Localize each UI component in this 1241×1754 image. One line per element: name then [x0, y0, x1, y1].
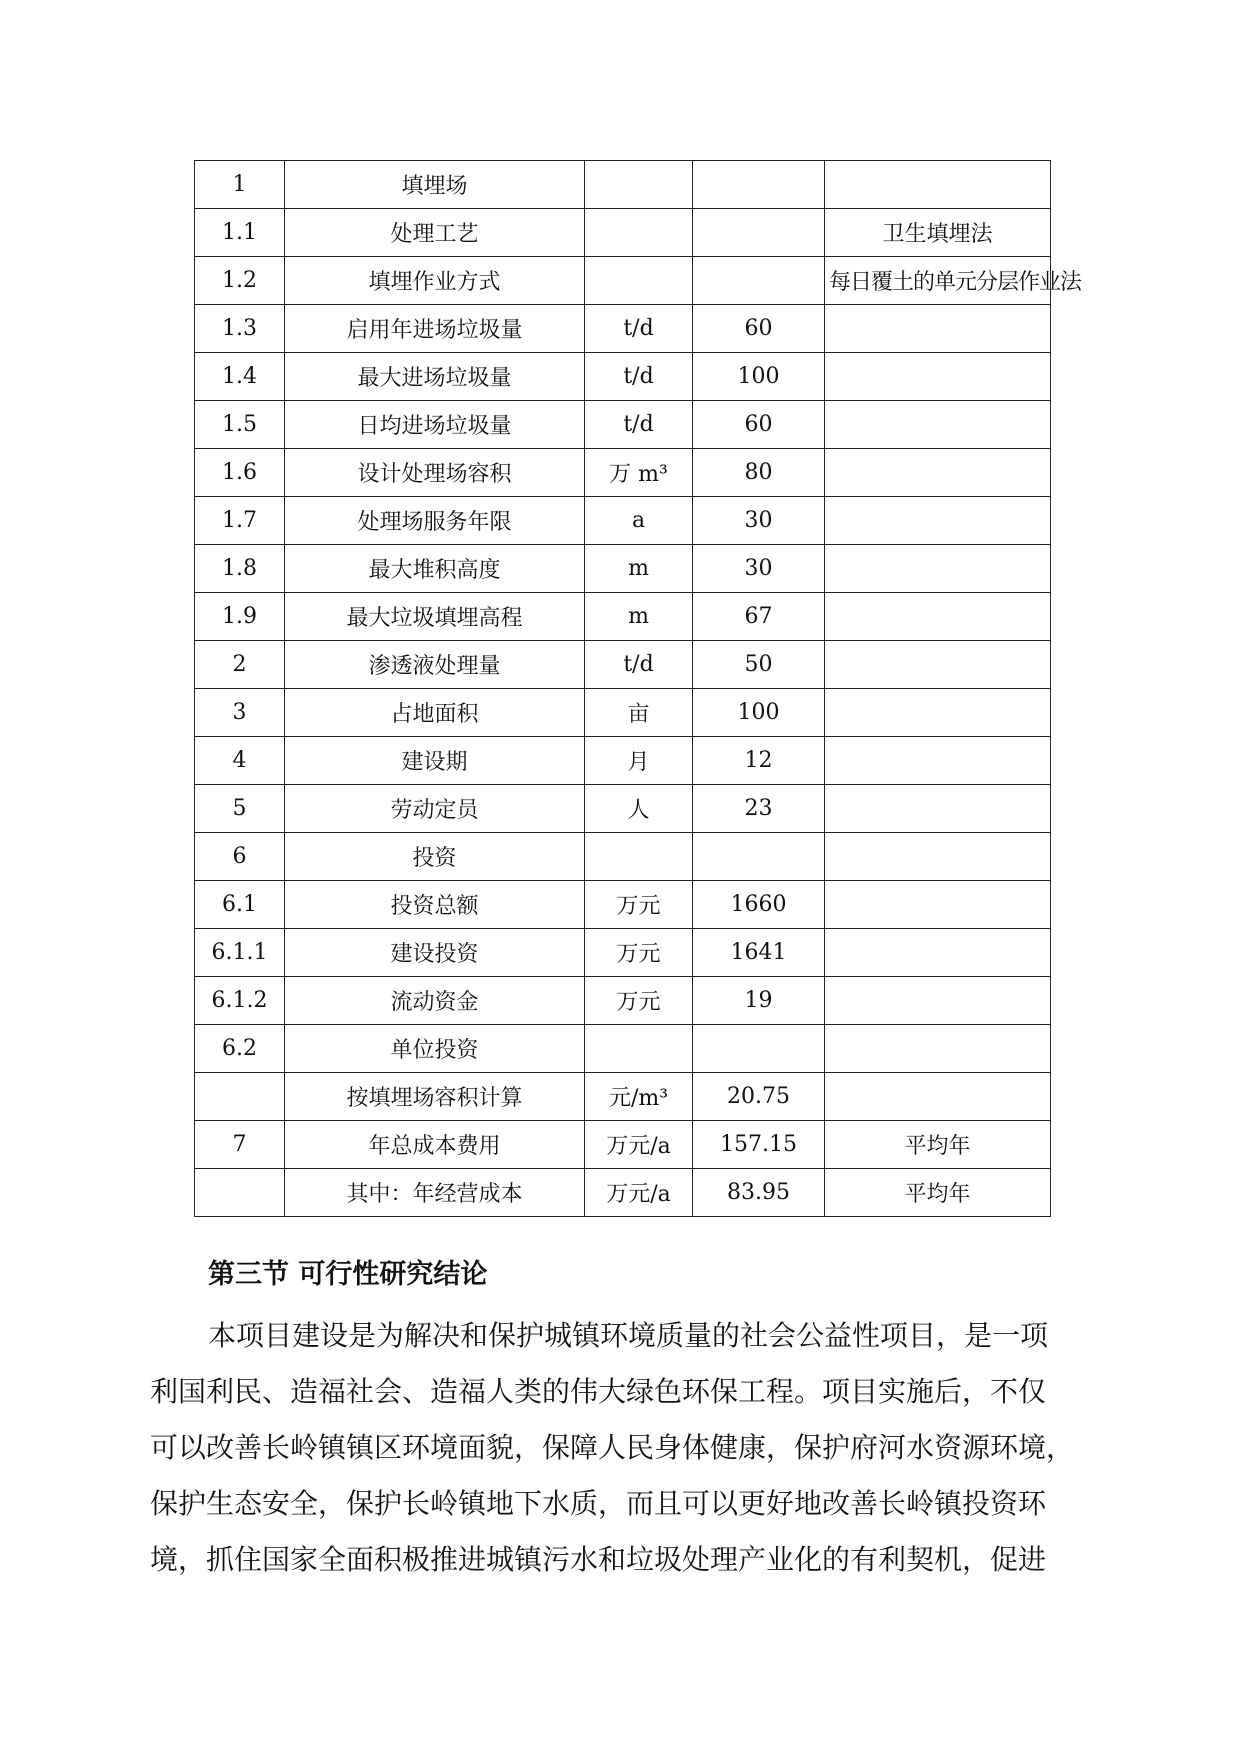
unit-cell: m	[585, 545, 693, 593]
value-cell: 50	[693, 641, 825, 689]
item-name-cell: 年总成本费用	[285, 1121, 585, 1169]
item-name-cell: 流动资金	[285, 977, 585, 1025]
table-row	[195, 1121, 1051, 1169]
item-number-cell: 6.1	[195, 881, 285, 929]
remark-cell	[825, 401, 1051, 449]
remark-cell: 卫生填埋法	[825, 209, 1051, 257]
remark-cell: 平均年	[825, 1169, 1051, 1217]
item-name-cell: 最大进场垃圾量	[285, 353, 585, 401]
item-number-cell	[195, 1073, 285, 1121]
table-row	[195, 545, 1051, 593]
remark-cell	[825, 449, 1051, 497]
project-spec-table	[194, 160, 1082, 1217]
paragraph-line: 可以改善长岭镇镇区环境面貌，保障人民身体健康，保护府河水资源环境，	[150, 1431, 1075, 1464]
unit-cell: m	[585, 593, 693, 641]
value-cell: 67	[693, 593, 825, 641]
unit-cell: 万元	[585, 881, 693, 929]
item-number-cell: 1.1	[195, 209, 285, 257]
remark-cell	[825, 785, 1051, 833]
unit-cell	[585, 257, 693, 305]
table-row	[195, 929, 1051, 977]
value-cell: 23	[693, 785, 825, 833]
value-cell	[693, 161, 825, 209]
unit-cell	[585, 833, 693, 881]
table-row	[195, 161, 1051, 209]
table-row	[195, 305, 1051, 353]
value-cell: 100	[693, 353, 825, 401]
item-number-cell: 6.2	[195, 1025, 285, 1073]
item-number-cell: 1.3	[195, 305, 285, 353]
unit-cell: t/d	[585, 641, 693, 689]
unit-cell: t/d	[585, 401, 693, 449]
item-number-cell: 1.2	[195, 257, 285, 305]
value-cell: 60	[693, 305, 825, 353]
item-number-cell: 7	[195, 1121, 285, 1169]
remark-cell	[825, 1073, 1051, 1121]
table-row	[195, 689, 1051, 737]
table-row	[195, 737, 1051, 785]
item-name-cell: 处理场服务年限	[285, 497, 585, 545]
value-cell: 12	[693, 737, 825, 785]
value-cell: 20.75	[693, 1073, 825, 1121]
table-row	[195, 1025, 1051, 1073]
remark-cell	[825, 497, 1051, 545]
paragraph-line: 利国利民、造福社会、造福人类的伟大绿色环保工程。项目实施后，不仅	[150, 1375, 1047, 1408]
remark-cell	[825, 881, 1051, 929]
remark-cell	[825, 833, 1051, 881]
item-name-cell: 建设期	[285, 737, 585, 785]
item-name-cell: 填埋作业方式	[285, 257, 585, 305]
paragraph-line: 本项目建设是为解决和保护城镇环境质量的社会公益性项目，是一项	[208, 1319, 1049, 1352]
remark-cell	[825, 305, 1051, 353]
unit-cell: 人	[585, 785, 693, 833]
value-cell: 30	[693, 545, 825, 593]
item-name-cell: 其中：年经营成本	[285, 1169, 585, 1217]
item-number-cell: 6.1.1	[195, 929, 285, 977]
item-name-cell: 占地面积	[285, 689, 585, 737]
table-row	[195, 401, 1051, 449]
item-number-cell: 1.7	[195, 497, 285, 545]
item-name-cell: 处理工艺	[285, 209, 585, 257]
item-number-cell: 6.1.2	[195, 977, 285, 1025]
remark-cell	[825, 641, 1051, 689]
item-name-cell: 最大堆积高度	[285, 545, 585, 593]
value-cell: 157.15	[693, 1121, 825, 1169]
item-name-cell: 填埋场	[285, 161, 585, 209]
item-number-cell: 5	[195, 785, 285, 833]
table-row	[195, 209, 1051, 257]
item-number-cell: 1.4	[195, 353, 285, 401]
table-row	[195, 1169, 1051, 1217]
table-row	[195, 641, 1051, 689]
value-cell: 83.95	[693, 1169, 825, 1217]
remark-cell: 每日覆土的单元分层作业法	[825, 257, 1051, 305]
unit-cell: 万 m³	[585, 449, 693, 497]
unit-cell	[585, 1025, 693, 1073]
item-number-cell: 6	[195, 833, 285, 881]
unit-cell	[585, 161, 693, 209]
item-name-cell: 日均进场垃圾量	[285, 401, 585, 449]
table-row	[195, 257, 1051, 305]
value-cell: 100	[693, 689, 825, 737]
item-name-cell: 设计处理场容积	[285, 449, 585, 497]
unit-cell	[585, 209, 693, 257]
value-cell	[693, 209, 825, 257]
item-number-cell: 1.6	[195, 449, 285, 497]
table-row	[195, 977, 1051, 1025]
value-cell: 80	[693, 449, 825, 497]
unit-cell: 万元	[585, 929, 693, 977]
remark-cell	[825, 1025, 1051, 1073]
unit-cell: 万元/a	[585, 1169, 693, 1217]
table-row	[195, 593, 1051, 641]
remark-cell	[825, 545, 1051, 593]
item-name-cell: 投资	[285, 833, 585, 881]
item-name-cell: 劳动定员	[285, 785, 585, 833]
unit-cell: a	[585, 497, 693, 545]
item-number-cell: 1	[195, 161, 285, 209]
remark-cell	[825, 689, 1051, 737]
item-number-cell: 4	[195, 737, 285, 785]
item-name-cell: 单位投资	[285, 1025, 585, 1073]
table-row	[195, 449, 1051, 497]
paragraph-line: 境，抓住国家全面积极推进城镇污水和垃圾处理产业化的有利契机，促进	[150, 1543, 1047, 1576]
item-name-cell: 最大垃圾填埋高程	[285, 593, 585, 641]
unit-cell: 月	[585, 737, 693, 785]
paragraph-line: 保护生态安全，保护长岭镇地下水质，而且可以更好地改善长岭镇投资环	[150, 1487, 1047, 1520]
unit-cell: 万元/a	[585, 1121, 693, 1169]
value-cell: 30	[693, 497, 825, 545]
item-name-cell: 投资总额	[285, 881, 585, 929]
table-row	[195, 785, 1051, 833]
unit-cell: t/d	[585, 353, 693, 401]
remark-cell	[825, 977, 1051, 1025]
item-number-cell	[195, 1169, 285, 1217]
remark-cell	[825, 929, 1051, 977]
item-number-cell: 2	[195, 641, 285, 689]
remark-cell	[825, 353, 1051, 401]
item-name-cell: 建设投资	[285, 929, 585, 977]
unit-cell: 亩	[585, 689, 693, 737]
item-number-cell: 1.8	[195, 545, 285, 593]
value-cell: 1641	[693, 929, 825, 977]
item-number-cell: 1.9	[195, 593, 285, 641]
value-cell: 60	[693, 401, 825, 449]
conclusion-paragraph	[150, 1308, 1095, 1588]
table-row	[195, 833, 1051, 881]
item-number-cell: 3	[195, 689, 285, 737]
item-number-cell: 1.5	[195, 401, 285, 449]
unit-cell: t/d	[585, 305, 693, 353]
item-name-cell: 按填埋场容积计算	[285, 1073, 585, 1121]
value-cell: 19	[693, 977, 825, 1025]
remark-cell	[825, 737, 1051, 785]
value-cell: 1660	[693, 881, 825, 929]
value-cell	[693, 1025, 825, 1073]
remark-cell	[825, 593, 1051, 641]
value-cell	[693, 257, 825, 305]
item-name-cell: 启用年进场垃圾量	[285, 305, 585, 353]
table-row	[195, 1073, 1051, 1121]
section-title: 第三节 可行性研究结论	[208, 1259, 488, 1290]
table-row	[195, 497, 1051, 545]
table-body	[195, 161, 1082, 1217]
remark-cell: 平均年	[825, 1121, 1051, 1169]
table-row	[195, 881, 1051, 929]
item-name-cell: 渗透液处理量	[285, 641, 585, 689]
unit-cell: 元/m³	[585, 1073, 693, 1121]
value-cell	[693, 833, 825, 881]
unit-cell: 万元	[585, 977, 693, 1025]
remark-cell	[825, 161, 1051, 209]
table-row	[195, 353, 1051, 401]
